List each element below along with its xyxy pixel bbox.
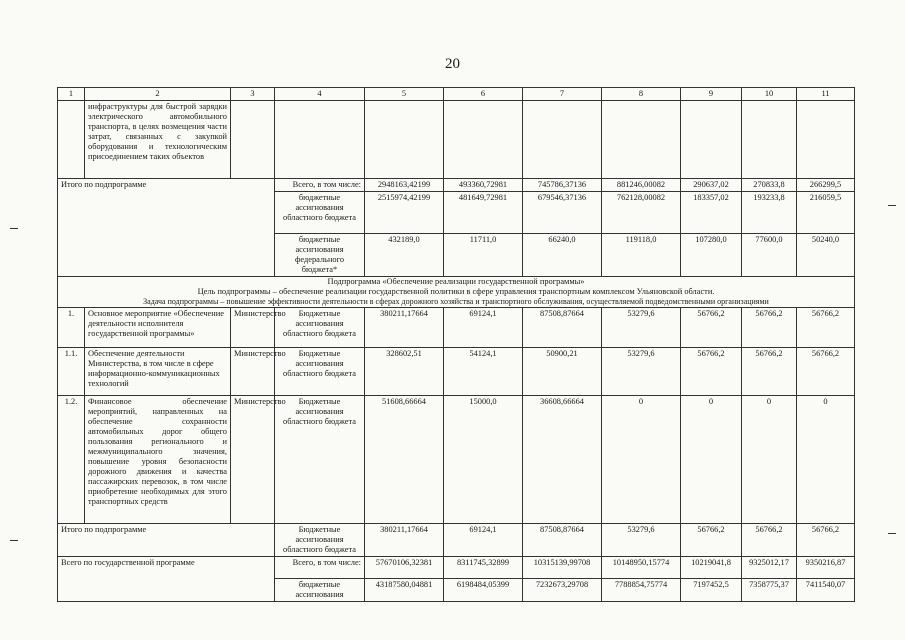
column-header: 4 xyxy=(275,88,365,101)
value-cell: 2948163,42199 xyxy=(365,179,444,192)
subprogram-goal: Цель подпрограммы – обеспечение реализации государственной политики в сфере управления транспортным комплексом Ульяновской области. xyxy=(197,287,715,296)
table-row xyxy=(58,179,855,192)
funding-source: Бюджетные ассигнования областного бюджета xyxy=(275,308,365,348)
value-cell: 7358775,37 xyxy=(742,579,797,602)
value-cell: 56766,2 xyxy=(681,524,742,557)
table-row xyxy=(58,308,855,348)
header-row xyxy=(58,88,855,101)
funding-source: Бюджетные ассигнования областного бюджета xyxy=(275,348,365,396)
value-cell: 881246,00082 xyxy=(602,179,681,192)
value-cell: 7197452,5 xyxy=(681,579,742,602)
table-row xyxy=(58,396,855,524)
table-row xyxy=(58,348,855,396)
funding-source: Всего, в том числе: xyxy=(275,557,365,579)
executor: Министерство xyxy=(231,308,275,348)
value-cell: 8311745,32899 xyxy=(444,557,523,579)
value-cell: 87508,87664 xyxy=(523,524,602,557)
value-cell: 216059,5 xyxy=(797,192,855,234)
value-cell: 380211,17664 xyxy=(365,524,444,557)
value-cell: 9325012,17 xyxy=(742,557,797,579)
measure-name: Обеспечение деятельности Министерства, в том числе в сфере информационно-коммуникационных технологий xyxy=(85,348,231,396)
column-header: 6 xyxy=(444,88,523,101)
value-cell: 380211,17664 xyxy=(365,308,444,348)
table-row xyxy=(58,557,855,579)
value-cell: 77600,0 xyxy=(742,234,797,277)
table-row xyxy=(58,101,855,179)
value-cell: 481649,72981 xyxy=(444,192,523,234)
item-number: 1.1. xyxy=(58,348,85,396)
page-number: 20 xyxy=(445,56,460,72)
executor: Министерство xyxy=(231,348,275,396)
subprogram-task: Задача подпрограммы – повышение эффективности деятельности в сферах дорожного хозяйства и транспортного обслуживания, осуществляемой подведомственными организациями xyxy=(143,297,769,306)
value-cell: 66240,0 xyxy=(523,234,602,277)
value-cell: 745786,37136 xyxy=(523,179,602,192)
measure-name: инфраструктуры для быстрой зарядки электрического автомобильного транспорта, в целях возмещения части затрат, связанных с закупкой оборудования и технологическим присоединением таких объектов xyxy=(85,101,231,179)
table-row xyxy=(58,524,855,557)
total-label: Итого по подпрограмме xyxy=(58,524,275,557)
total-label: Итого по подпрограмме xyxy=(58,179,275,277)
value-cell: 50240,0 xyxy=(797,234,855,277)
margin-mark xyxy=(10,228,18,229)
value-cell: 183357,02 xyxy=(681,192,742,234)
value-cell: 119118,0 xyxy=(602,234,681,277)
value-cell: 53279,6 xyxy=(602,308,681,348)
value-cell: 266299,5 xyxy=(797,179,855,192)
value-cell: 679546,37136 xyxy=(523,192,602,234)
value-cell: 193233,8 xyxy=(742,192,797,234)
value-cell: 51608,66664 xyxy=(365,396,444,524)
item-number: 1.2. xyxy=(58,396,85,524)
column-header: 5 xyxy=(365,88,444,101)
value-cell: 493360,72981 xyxy=(444,179,523,192)
value-cell: 53279,6 xyxy=(602,348,681,396)
value-cell: 762128,00082 xyxy=(602,192,681,234)
value-cell: 56766,2 xyxy=(742,308,797,348)
column-header: 2 xyxy=(85,88,231,101)
value-cell: 56766,2 xyxy=(681,348,742,396)
margin-mark xyxy=(10,540,18,541)
column-header: 9 xyxy=(681,88,742,101)
value-cell: 56766,2 xyxy=(742,524,797,557)
value-cell: 290637,02 xyxy=(681,179,742,192)
value-cell: 10219041,8 xyxy=(681,557,742,579)
value-cell: 0 xyxy=(742,396,797,524)
value-cell: 0 xyxy=(681,396,742,524)
column-header: 11 xyxy=(797,88,855,101)
table-row xyxy=(58,277,855,308)
column-header: 3 xyxy=(231,88,275,101)
value-cell: 54124,1 xyxy=(444,348,523,396)
value-cell: 69124,1 xyxy=(444,524,523,557)
column-header: 7 xyxy=(523,88,602,101)
measure-name: Основное мероприятие «Обеспечение деятельности исполнителя государственной программы» xyxy=(85,308,231,348)
value-cell: 270833,8 xyxy=(742,179,797,192)
executor: Министерство xyxy=(231,396,275,524)
value-cell: 7788854,75774 xyxy=(602,579,681,602)
column-header: 1 xyxy=(58,88,85,101)
total-label: Всего по государственной программе xyxy=(58,557,275,602)
value-cell: 432189,0 xyxy=(365,234,444,277)
subprogram-title: Подпрограмма «Обеспечение реализации государственной программы» xyxy=(327,277,585,286)
value-cell: 15000,0 xyxy=(444,396,523,524)
funding-source: бюджетные ассигнования областного бюджета xyxy=(275,192,365,234)
value-cell: 7411540,07 xyxy=(797,579,855,602)
measure-name: Финансовое обеспечение мероприятий, направленных на обеспечение сохранности автомобильных дорог общего пользования регионального и межмуниципального значения, повышение уровня безопасности дорожного движения и качества пассажирских перевозок, в том числе приобретение необходимых для этого транспортных средств xyxy=(85,396,231,524)
margin-mark xyxy=(888,533,896,534)
value-cell: 2515974,42199 xyxy=(365,192,444,234)
value-cell: 56766,2 xyxy=(681,308,742,348)
value-cell: 11711,0 xyxy=(444,234,523,277)
funding-source: Бюджетные ассигнования областного бюджета xyxy=(275,524,365,557)
column-header: 10 xyxy=(742,88,797,101)
funding-source: бюджетные ассигнования федерального бюджета* xyxy=(275,234,365,277)
funding-source: Всего, в том числе: xyxy=(275,179,365,192)
value-cell: 56766,2 xyxy=(797,524,855,557)
value-cell: 43187580,04881 xyxy=(365,579,444,602)
column-header: 8 xyxy=(602,88,681,101)
funding-source: бюджетные ассигнования xyxy=(275,579,365,602)
value-cell: 57670106,32381 xyxy=(365,557,444,579)
value-cell: 7232673,29708 xyxy=(523,579,602,602)
value-cell: 0 xyxy=(797,396,855,524)
value-cell: 36608,66664 xyxy=(523,396,602,524)
value-cell: 6198484,05399 xyxy=(444,579,523,602)
margin-mark xyxy=(888,205,896,206)
value-cell: 107280,0 xyxy=(681,234,742,277)
budget-table xyxy=(57,87,855,602)
value-cell: 10315139,99708 xyxy=(523,557,602,579)
value-cell: 0 xyxy=(602,396,681,524)
value-cell: 50900,21 xyxy=(523,348,602,396)
value-cell: 87508,87664 xyxy=(523,308,602,348)
value-cell: 56766,2 xyxy=(797,348,855,396)
value-cell: 69124,1 xyxy=(444,308,523,348)
value-cell: 9350216,87 xyxy=(797,557,855,579)
funding-source: Бюджетные ассигнования областного бюджета xyxy=(275,396,365,524)
value-cell: 56766,2 xyxy=(797,308,855,348)
value-cell: 53279,6 xyxy=(602,524,681,557)
value-cell: 328602,51 xyxy=(365,348,444,396)
item-number: 1. xyxy=(58,308,85,348)
value-cell: 56766,2 xyxy=(742,348,797,396)
value-cell: 10148950,15774 xyxy=(602,557,681,579)
